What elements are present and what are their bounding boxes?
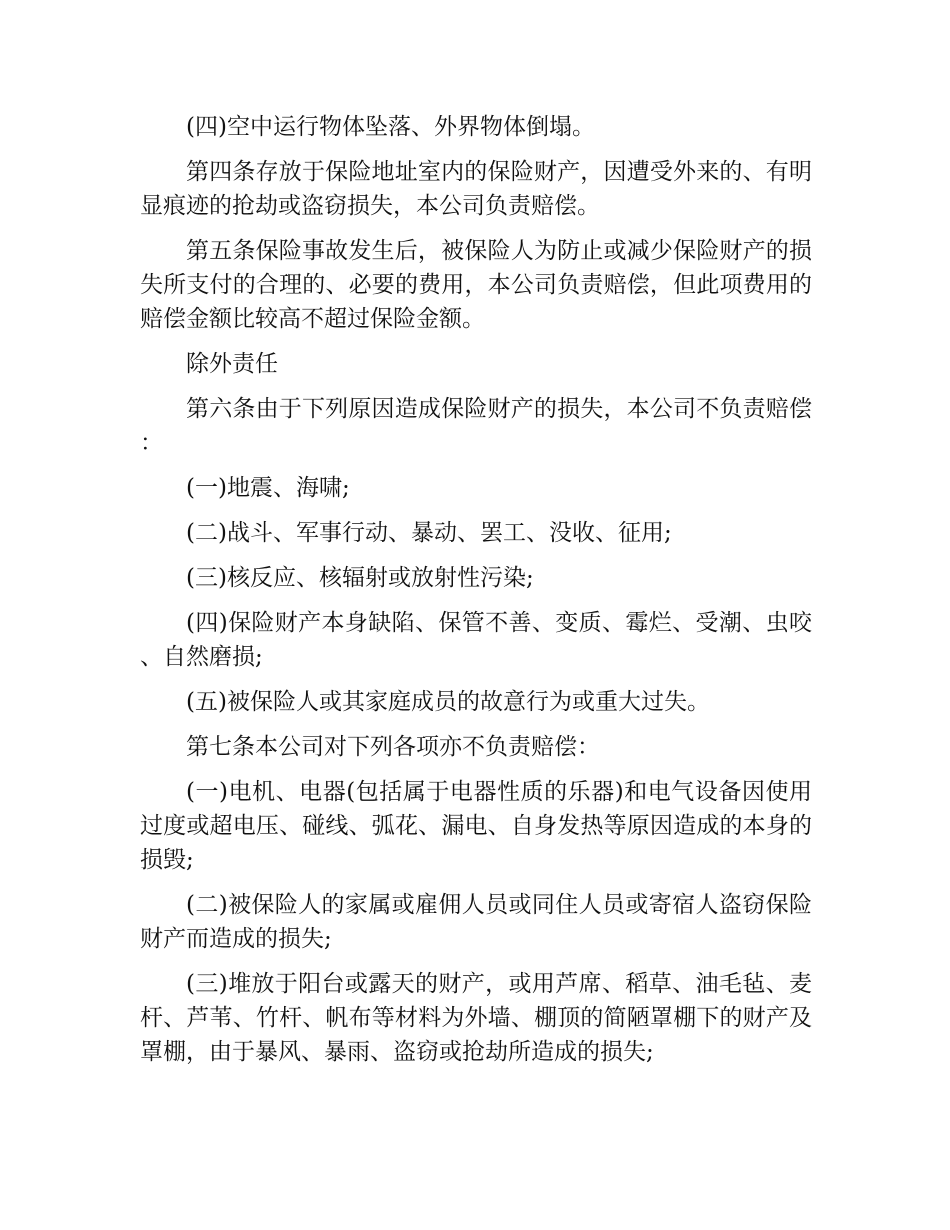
paragraph-clause-4-item-4: (四)空中运行物体坠落、外界物体倒塌。 bbox=[186, 114, 595, 140]
document-body bbox=[140, 110, 812, 1080]
paragraph-article-6-item-4: (四)保险财产本身缺陷、保管不善、变质、霉烂、受潮、虫咬、自然磨损; bbox=[140, 610, 812, 670]
paragraph-article-6: 第六条由于下列原因造成保险财产的损失，本公司不负责赔偿： bbox=[140, 396, 812, 456]
paragraph-article-6-item-5: (五)被保险人或其家庭成员的故意行为或重大过失。 bbox=[186, 689, 710, 715]
section-heading-exclusions: 除外责任 bbox=[186, 351, 278, 377]
paragraph-article-7-item-2: (二)被保险人的家属或雇佣人员或同住人员或寄宿人盗窃保险财产而造成的损失; bbox=[140, 892, 812, 952]
paragraph-article-6-item-1: (一)地震、海啸; bbox=[186, 475, 350, 501]
paragraph-article-5: 第五条保险事故发生后，被保险人为防止或减少保险财产的损失所支付的合理的、必要的费用，本公司负责赔偿，但此项费用的赔偿金额比较高不超过保险金额。 bbox=[140, 238, 812, 332]
paragraph-article-7-item-1: (一)电机、电器(包括属于电器性质的乐器)和电气设备因使用过度或超电压、碰线、弧花、漏电、自身发热等原因造成的本身的损毁; bbox=[140, 779, 812, 873]
paragraph-article-4: 第四条存放于保险地址室内的保险财产，因遭受外来的、有明显痕迹的抢劫或盗窃损失，本公司负责赔偿。 bbox=[140, 159, 812, 219]
paragraph-article-6-item-2: (二)战斗、军事行动、暴动、罢工、没收、征用; bbox=[186, 520, 672, 546]
paragraph-article-6-item-3: (三)核反应、核辐射或放射性污染; bbox=[186, 565, 534, 591]
paragraph-article-7-item-3: (三)堆放于阳台或露天的财产，或用芦席、稻草、油毛毡、麦杆、芦苇、竹杆、帆布等材料为外墙、棚顶的简陋罩棚下的财产及罩棚，由于暴风、暴雨、盗窃或抢劫所造成的损失; bbox=[140, 971, 812, 1065]
paragraph-article-7: 第七条本公司对下列各项亦不负责赔偿： bbox=[186, 734, 600, 760]
